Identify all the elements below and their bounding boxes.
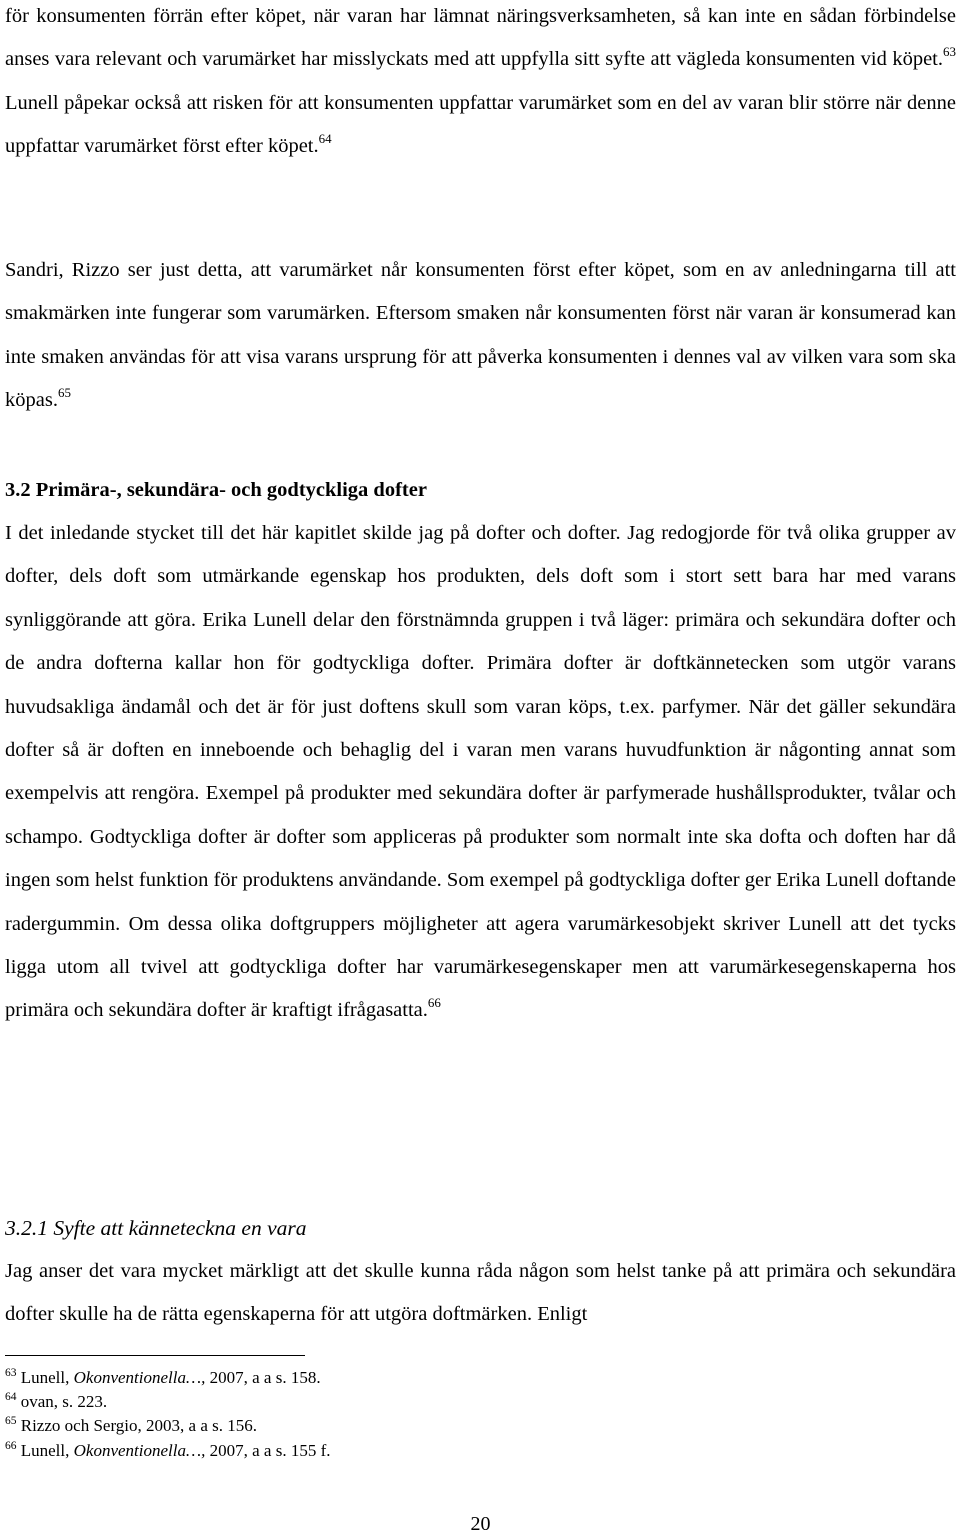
footnote-number: 64: [5, 1391, 17, 1404]
footnote-text: 2007, a a s. 155 f.: [205, 1440, 331, 1460]
paragraph-2-text: Sandri, Rizzo ser just detta, att varumärket når konsumenten först efter köpet, som en av anledningarna till att smakmärken inte fungerar som varumärken. Eftersom smaken når konsumenten först när varan är konsumerad kan inte smaken användas för att visa varans ursprung för att påverka konsumenten i dennes val av vilken vara som ska köpas.: [5, 259, 956, 412]
footnote-separator: [5, 1355, 305, 1356]
footnote-number: 65: [5, 1415, 17, 1428]
footnote-ref-66[interactable]: 66: [427, 995, 441, 1011]
footnote-text: Lunell,: [20, 1368, 74, 1387]
paragraph-3-text: I det inledande stycket till det här kapitlet skilde jag på dofter och dofter. Jag redogjorde för två olika grupper av dofter, dels doft som utmärkande egenskap hos produkten, dels doft som i stort sett bara har med varans synliggörande att göra. Erika Lunell delar den förstnämnda gruppen i två läger: primära och sekundära dofter och de andra dofterna kallar hon för godtyckliga dofter. Primära dofter är doftkännetecken som utgör varans huvudsakliga ändamål och det är för just doftens skull som varan köps, t.ex. parfymer. När det gäller sekundära dofter så är doften en inneboende och behaglig del i varan men varans huvudfunktion är någonting annat som exempelvis att rengöra. Exempel på produkter med sekundära dofter är parfymerade hushållsprodukter, tvålar och schampo. Godtyckliga dofter är dofter som appliceras på produkter som normalt inte ska dofta och doften har då ingen som helst funktion för produktens användande. Som exempel på godtyckliga dofter ger Erika Lunell doftande radergummin. Om dessa olika doftgruppers möjligheter att agera varumärkesobjekt skriver Lunell att det tycks ligga utom all tvivel att godtyckliga dofter har varumärkesegenskaper men att varumärkesegenskaperna hos primära och sekundära dofter är kraftigt ifrågasatta.: [5, 522, 956, 1022]
footnote-ref-63[interactable]: 63: [943, 44, 956, 60]
document-page: [5, 0, 956, 1537]
paragraph-1-text-a: för konsumenten förrän efter köpet, när varan har lämnat näringsverksamheten, så kan inte en sådan förbindelse anses vara relevant och varumärket har misslyckats med att uppfylla sitt syfte att vägleda konsumenten vid köpet.: [5, 5, 956, 71]
footnote-title: Okonventionella…,: [73, 1440, 206, 1460]
footnote-text: 2007, a a s. 158.: [205, 1368, 321, 1387]
section-heading: 3.2 Primära-, sekundära- och godtyckliga dofter: [5, 479, 427, 501]
footnote-64: [5, 1390, 956, 1414]
footnote-title: Okonventionella…,: [73, 1368, 206, 1387]
footnote-number: 63: [5, 1367, 17, 1379]
footnote-63: [5, 1366, 956, 1390]
page-number: 20: [470, 1513, 491, 1535]
paragraph-4: [5, 1250, 956, 1337]
subsection-heading: 3.2.1 Syfte att känneteckna en vara: [5, 1216, 307, 1240]
footnote-65: [5, 1414, 956, 1438]
footnote-ref-64[interactable]: 64: [318, 131, 332, 147]
footnote-text: ovan, s. 223.: [20, 1392, 108, 1412]
footnote-ref-65[interactable]: 65: [57, 385, 71, 401]
paragraph-2: [5, 249, 956, 423]
footnote-number: 66: [5, 1439, 17, 1452]
paragraph-4-text: Jag anser det vara mycket märkligt att det skulle kunna råda någon som helst tanke på att primära och sekundära dofter skulle ha de rätta egenskaperna för att utgöra doftmärken. Enligt: [5, 1260, 956, 1326]
footnote-text: Rizzo och Sergio, 2003, a a s. 156.: [20, 1416, 257, 1436]
footnote-text: Lunell,: [20, 1440, 74, 1460]
footnote-66: [5, 1439, 956, 1463]
paragraph-1-text-b: Lunell påpekar också att risken för att konsumenten uppfattar varumärket som en del av varan blir större när denne uppfattar varumärket först efter köpet.: [5, 91, 956, 158]
footnotes-list: [5, 1366, 956, 1463]
paragraph-3: [5, 512, 956, 1033]
paragraph-1: [5, 0, 956, 169]
